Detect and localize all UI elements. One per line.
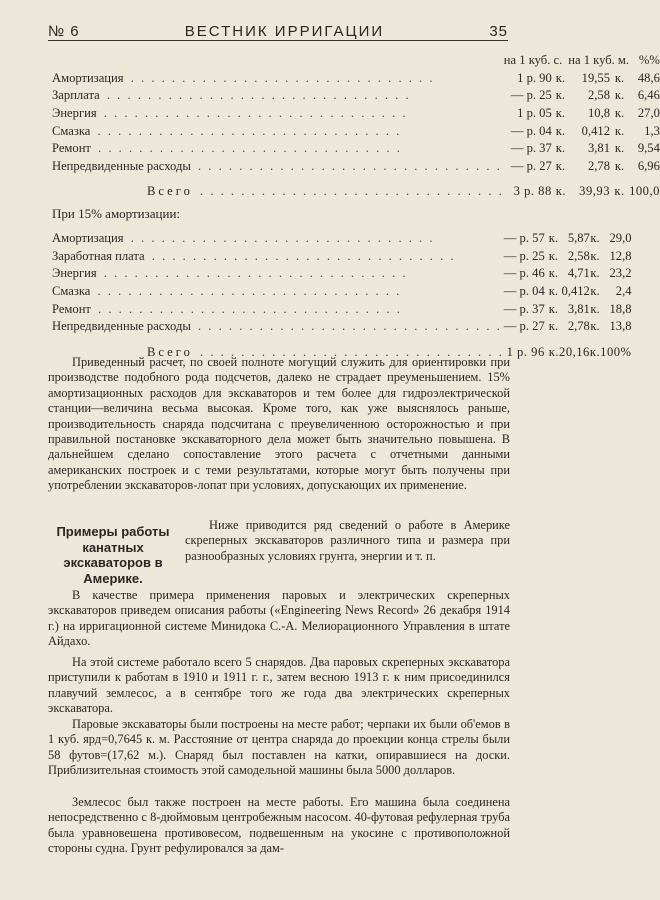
issue-number: № 6 xyxy=(48,23,80,40)
section-caption: При 15% амортизации: xyxy=(52,206,181,221)
rubles-lead: — xyxy=(510,158,524,173)
paragraph-dredges-count: На этой системе работало всего 5 снарядов. Два паровых скреперных экскаватора приступили к работам в 1910 и 1911 г. г., затем весною 1913 г. к ним присоединился плавучий землесос, а в сентябре того же года два электрических скреперных экскаватора. xyxy=(48,655,510,716)
rubles-value: р. 96 xyxy=(517,344,545,359)
cost-per-meter: 3,81 xyxy=(587,141,611,156)
unit-kop: к. xyxy=(590,319,600,334)
percent-share: 6,96 xyxy=(637,158,660,173)
dot-leader: . . . . . . . . . . . . . . . . . . . . . . . . . . . . . . xyxy=(92,141,402,156)
paragraph-side-intro: Ниже приводится ряд сведений о работе в Америке скреперных экскаваторов различного типа и размера при разнообразных условиях грунта, энергии и т. п. xyxy=(185,518,510,563)
spacer-row xyxy=(52,175,660,183)
cost-per-sazhen xyxy=(504,105,556,123)
cost-per-meter: 0,412 xyxy=(561,284,590,299)
cost-item-name xyxy=(52,283,504,301)
unit-kop: к. xyxy=(590,266,600,281)
dot-leader: . . . . . . . . . . . . . . . . . . . . . . . . . . . . . . xyxy=(194,184,504,199)
unit-kop: к. xyxy=(555,88,566,103)
dot-leader: . . . . . . . . . . . . . . . . . . . . . . . . . . . . . . xyxy=(92,123,402,138)
unit-kop: к. xyxy=(614,106,625,121)
cost-item-label: Непредвиденные расходы xyxy=(52,319,191,334)
table-row xyxy=(52,283,632,301)
table-row xyxy=(52,230,632,248)
cost-item-name xyxy=(52,230,504,248)
table-row xyxy=(52,265,632,283)
unit-kop: к. xyxy=(614,158,625,173)
unit-kop: к. xyxy=(548,319,559,334)
rubles-value: р. 25 xyxy=(519,248,545,263)
unit-kop: к. xyxy=(548,266,559,281)
cost-per-sazhen xyxy=(504,265,549,283)
rubles-lead: — xyxy=(503,231,517,246)
table-row xyxy=(52,140,660,158)
cost-item-name xyxy=(52,248,504,266)
paragraph-example-intro: В качестве примера применения паровых и электрических скреперных экскаваторов приведем описания работы («Engineering News Record» 26 декабря 1914 г.) на ирригационной системе Минидока С.-А. Мелиорационного Управления в штате Айдахо. xyxy=(48,588,510,649)
table-row xyxy=(52,122,660,140)
cost-item-label: Ремонт xyxy=(52,301,91,316)
cost-per-sazhen xyxy=(504,158,556,176)
cost-item-name xyxy=(52,87,504,105)
paragraph-steam-excavators: Паровые экскаваторы были построены на месте работ; черпаки их были об'емов в 1 куб. ярд=0,7645 к. м. Расстояние от центра снаряда до проекции конца стрелы были 58 футов=(17,62 м.). Снаряд был поставлен на катки, опиравшиеся на доски. Приблизительная стоимость этой самодельной машины была 5000 долларов. xyxy=(48,717,510,778)
section1-total-row xyxy=(52,183,660,201)
cost-per-meter: 2,78 xyxy=(567,319,590,334)
cost-item-label: Ремонт xyxy=(52,141,91,156)
unit-kop: к. xyxy=(590,231,600,246)
cost-per-sazhen xyxy=(504,122,556,140)
cost-item-label: Всего xyxy=(147,344,193,359)
rubles-lead: 1 xyxy=(517,106,524,121)
paragraph-estimate-discussion: Приведенный расчет, по своей полноте могущий служить для ориентировки при производстве подобного рода подсчетов, далеко не страдает преуменьшением. 15% амортизационных расходов для экскаваторов и тем более для гидроэлектрической станции—величина весьма высокая. Кроме того, как уже выяснялось раньше, производительность снаряда подсчитана с преувеличенною осторожностью и при правильной постановке экскаваторного дела может быть значительно повышена. В дальнейшем сделано сопоставление этого расчета с отчетными данными американских построек и с теми результатами, которые могут быть получены при употреблении экскаваторов-лопат при условиях, допускающих их применение. xyxy=(48,355,510,493)
unit-kop: к. xyxy=(614,70,625,85)
cost-item-label: Энергия xyxy=(52,266,97,281)
rubles-lead: 1 xyxy=(517,70,524,85)
table-header-row xyxy=(52,52,660,70)
cost-per-meter: 4,71 xyxy=(567,266,590,281)
cost-per-meter: 0,412 xyxy=(581,123,611,138)
cost-item-label: Смазка xyxy=(52,123,91,138)
rubles-value: р. 27 xyxy=(519,319,545,334)
percent-share: 9,54 xyxy=(637,141,660,156)
cost-item-name xyxy=(52,122,504,140)
cost-per-sazhen xyxy=(504,183,556,201)
rubles-lead: — xyxy=(510,88,524,103)
dot-leader: . . . . . . . . . . . . . . . . . . . . . . . . . . . . . . xyxy=(125,70,435,85)
cost-per-sazhen xyxy=(504,87,556,105)
rubles-lead: — xyxy=(510,141,524,156)
rubles-value: р. 04 xyxy=(519,284,545,299)
unit-kop: к. xyxy=(614,123,625,138)
cost-per-meter: 39,93 xyxy=(579,184,611,199)
unit-kop: к. xyxy=(614,141,625,156)
dot-leader: . . . . . . . . . . . . . . . . . . . . . . . . . . . . . . xyxy=(101,88,411,103)
percent-share: 48,6 xyxy=(637,70,660,85)
rubles-value: р. 37 xyxy=(526,141,552,156)
unit-kop: к. xyxy=(548,344,560,359)
cost-per-sazhen xyxy=(504,248,549,266)
side-heading: Примеры работы канатных экскаваторов в Америке. xyxy=(56,524,170,586)
cost-item-label: Зарплата xyxy=(52,88,100,103)
cost-per-sazhen xyxy=(504,344,549,362)
dot-leader: . . . . . . . . . . . . . . . . . . . . . . . . . . . . . . xyxy=(192,319,502,334)
dot-leader: . . . . . . . . . . . . . . . . . . . . . . . . . . . . . . xyxy=(192,158,502,173)
percent-share: 100% xyxy=(600,344,632,359)
rubles-value: р. 25 xyxy=(526,88,552,103)
rubles-value: р. 04 xyxy=(526,123,552,138)
dot-leader: . . . . . . . . . . . . . . . . . . . . . . . . . . . . . . xyxy=(146,248,456,263)
page-number: 35 xyxy=(489,23,508,40)
percent-share: 29,0 xyxy=(609,231,632,246)
rubles-lead: 3 xyxy=(513,184,521,199)
rubles-value: р. 05 xyxy=(526,106,552,121)
cost-item-name xyxy=(52,105,504,123)
table-row xyxy=(52,105,660,123)
percent-share: 1,3 xyxy=(644,123,660,138)
cost-per-meter: 20,16 xyxy=(559,344,590,359)
cost-per-meter: 19,55 xyxy=(581,70,611,85)
cost-per-meter: 2,78 xyxy=(587,158,611,173)
percent-share: 13,8 xyxy=(609,319,632,334)
cost-item-name xyxy=(52,300,504,318)
table-row xyxy=(52,158,660,176)
rubles-lead: — xyxy=(503,319,517,334)
cost-per-meter: 2,58 xyxy=(567,248,590,263)
rubles-value: р. 90 xyxy=(526,70,552,85)
table-row xyxy=(52,87,660,105)
percent-share: 27,0 xyxy=(637,106,660,121)
unit-kop: к. xyxy=(614,184,625,199)
cost-item-label: Непредвиденные расходы xyxy=(52,158,191,173)
unit-kop: к. xyxy=(548,301,559,316)
rubles-value: р. 46 xyxy=(519,266,545,281)
table-row xyxy=(52,70,660,88)
percent-share: 12,8 xyxy=(609,248,632,263)
rubles-lead: — xyxy=(510,123,524,138)
journal-title: ВЕСТНИК ИРРИГАЦИИ xyxy=(184,23,385,40)
rubles-lead: — xyxy=(503,248,517,263)
dot-leader: . . . . . . . . . . . . . . . . . . . . . . . . . . . . . . xyxy=(98,266,408,281)
cost-item-label: Амортизация xyxy=(52,231,124,246)
cost-per-meter: 10,8 xyxy=(587,106,611,121)
percent-share: 18,8 xyxy=(609,301,632,316)
col-header-per-cubic-sazhen: на 1 куб. с. xyxy=(503,53,563,68)
cost-per-meter: 3,81 xyxy=(567,301,590,316)
unit-kop: к. xyxy=(589,344,601,359)
col-header-per-cubic-meter: на 1 куб. м. xyxy=(568,53,630,68)
unit-kop: к. xyxy=(555,158,566,173)
cost-item-name xyxy=(52,265,504,283)
unit-kop: к. xyxy=(590,284,600,299)
percent-share: 2,4 xyxy=(615,284,632,299)
unit-kop: к. xyxy=(548,284,559,299)
dot-leader: . . . . . . . . . . . . . . . . . . . . . . . . . . . . . . xyxy=(98,106,408,121)
unit-kop: к. xyxy=(548,248,559,263)
cost-per-sazhen xyxy=(504,230,549,248)
unit-kop: к. xyxy=(548,231,559,246)
table-row xyxy=(52,248,632,266)
col-header-percent: %% xyxy=(638,53,660,68)
table-row xyxy=(52,300,632,318)
rubles-value: р. 27 xyxy=(526,158,552,173)
unit-kop: к. xyxy=(590,248,600,263)
unit-kop: к. xyxy=(614,88,625,103)
rubles-value: р. 88 xyxy=(524,184,552,199)
percent-share: 100,0 xyxy=(629,184,660,199)
rubles-lead: — xyxy=(503,266,517,281)
percent-share: 23,2 xyxy=(609,266,632,281)
table-row xyxy=(52,318,632,336)
unit-kop: к. xyxy=(555,184,567,199)
rubles-value: р. 37 xyxy=(519,301,545,316)
dot-leader: . . . . . . . . . . . . . . . . . . . . . . . . . . . . . . xyxy=(92,284,402,299)
unit-kop: к. xyxy=(555,70,566,85)
unit-kop: к. xyxy=(590,301,600,316)
cost-per-meter: 5,87 xyxy=(567,231,590,246)
cost-item-label: Энергия xyxy=(52,106,97,121)
cost-item-label: Заработная плата xyxy=(52,248,145,263)
cost-item-name xyxy=(52,158,504,176)
cost-per-sazhen xyxy=(504,318,549,336)
rubles-lead: 1 xyxy=(506,344,514,359)
cost-per-sazhen xyxy=(504,70,556,88)
cost-item-label: Всего xyxy=(147,184,193,199)
unit-kop: к. xyxy=(555,123,566,138)
cost-per-meter: 2,58 xyxy=(587,88,611,103)
unit-kop: к. xyxy=(555,106,566,121)
cost-item-label: Амортизация xyxy=(52,70,124,85)
cost-table-full-amortization xyxy=(52,52,660,201)
rubles-lead: — xyxy=(503,301,517,316)
total-label xyxy=(52,183,504,201)
cost-item-label: Смазка xyxy=(52,284,91,299)
dot-leader: . . . . . . . . . . . . . . . . . . . . . . . . . . . . . . xyxy=(194,344,504,359)
unit-kop: к. xyxy=(555,141,566,156)
rubles-value: р. 57 xyxy=(519,231,545,246)
cost-per-sazhen xyxy=(504,140,556,158)
dot-leader: . . . . . . . . . . . . . . . . . . . . . . . . . . . . . . xyxy=(125,231,435,246)
cost-item-name xyxy=(52,70,504,88)
cost-per-sazhen xyxy=(504,283,549,301)
percent-share: 6,46 xyxy=(637,88,660,103)
dot-leader: . . . . . . . . . . . . . . . . . . . . . . . . . . . . . . xyxy=(92,301,402,316)
paragraph-dredge-pump: Землесос был также построен на месте работы. Его машина была соединена непосредственно с 8-дюймовым центробежным насосом. 40-футовая рефулерная труба была уравновешена противовесом, подвешенным на укосине с противоположной стороны судна. Грунт рефулировался за дам- xyxy=(48,795,510,856)
rubles-lead: — xyxy=(503,284,517,299)
cost-item-name xyxy=(52,140,504,158)
cost-per-sazhen xyxy=(504,300,549,318)
spacer-row xyxy=(52,336,632,344)
cost-table-15-percent-amortization xyxy=(52,230,632,361)
page-header xyxy=(48,18,508,41)
cost-item-name xyxy=(52,318,504,336)
